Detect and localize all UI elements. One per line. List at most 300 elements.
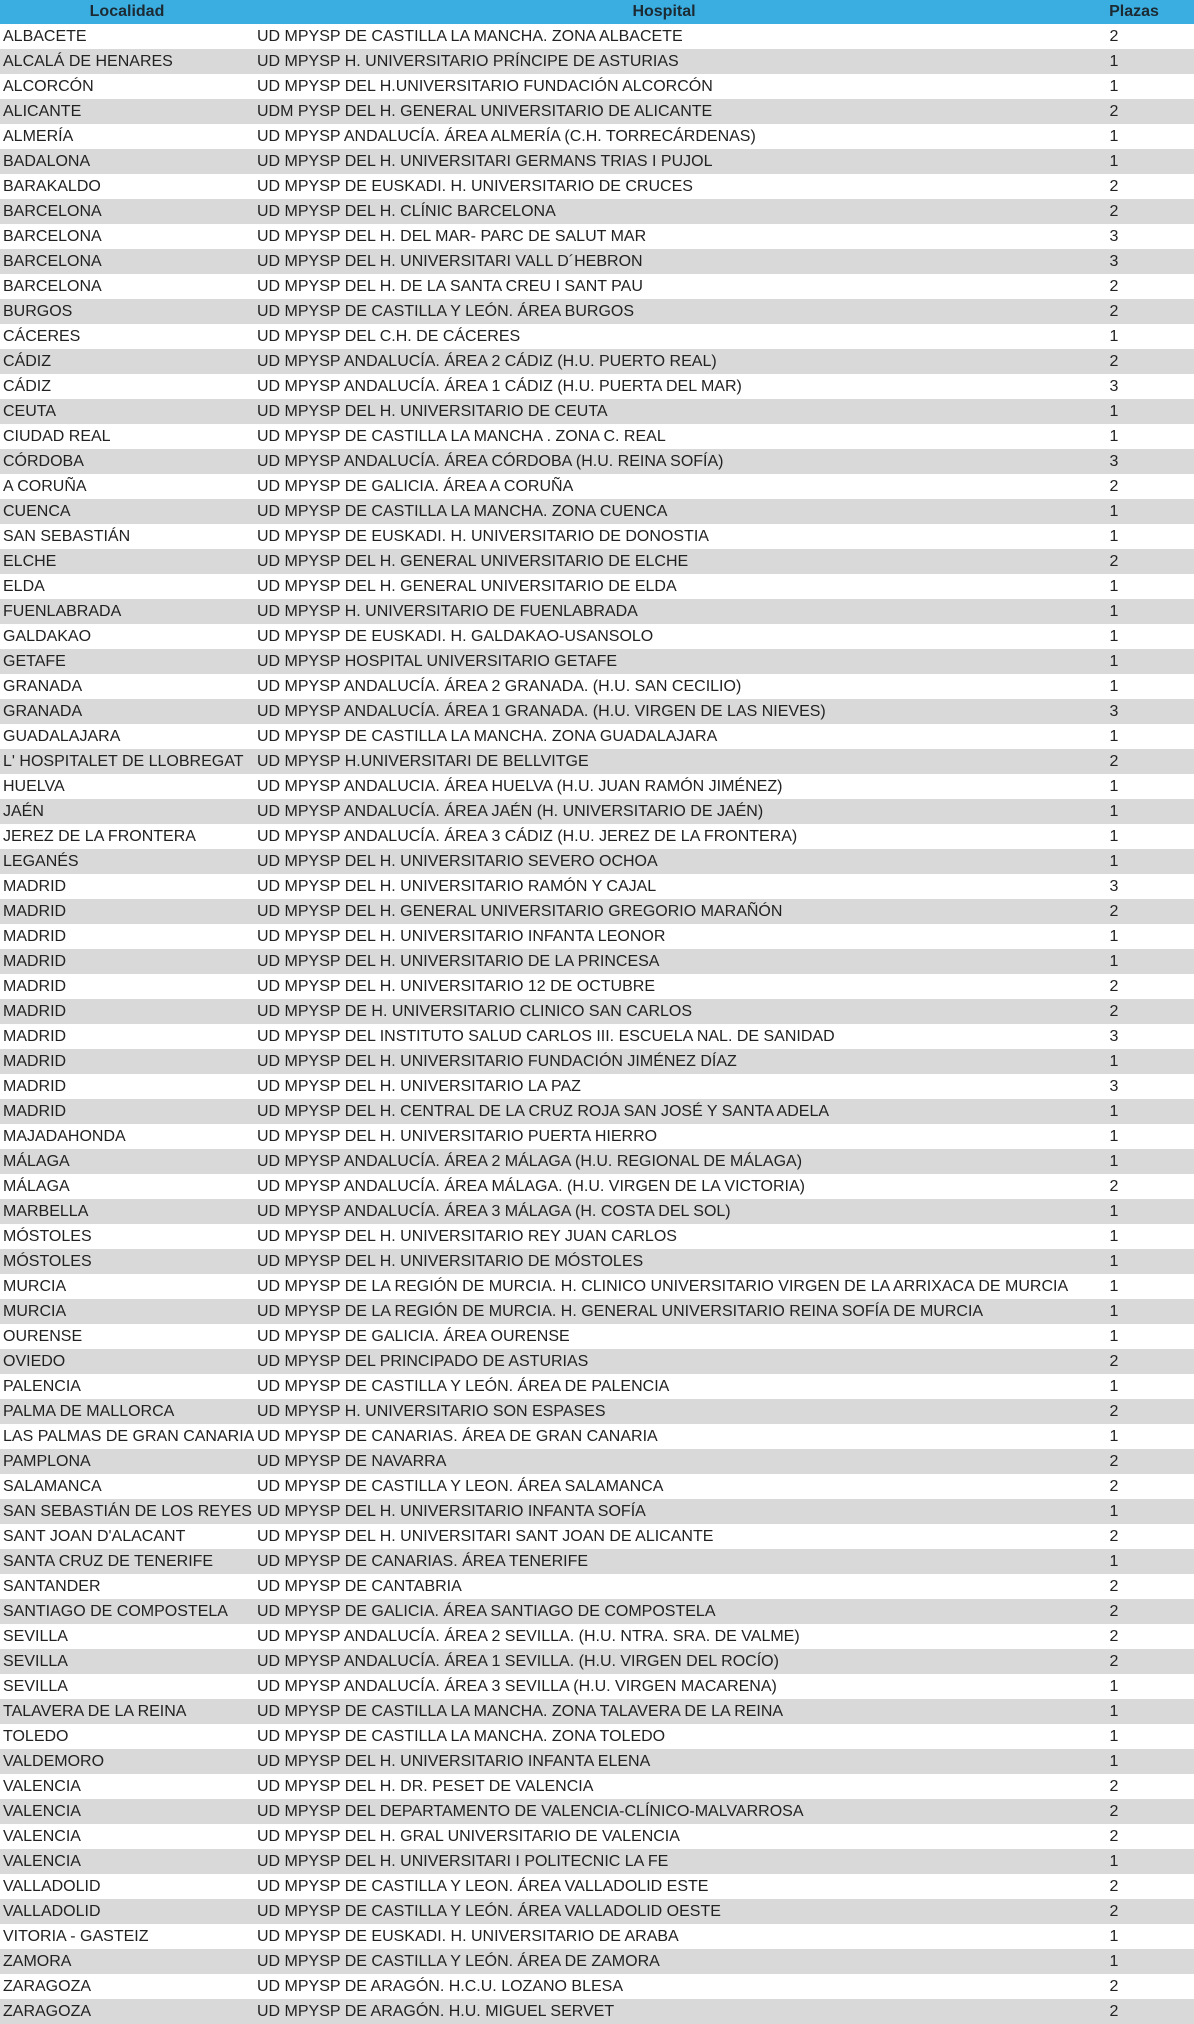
cell-hospital: UD MPYSP DE CASTILLA LA MANCHA. ZONA TALAVERA DE LA REINA	[254, 1699, 1074, 1724]
cell-hospital: UD MPYSP ANDALUCÍA. ÁREA 2 GRANADA. (H.U. SAN CECILIO)	[257, 678, 742, 695]
cell-plazas: 1	[1074, 499, 1194, 524]
cell-localidad: ELDA	[3, 578, 45, 595]
cell-hospital: UD MPYSP DEL PRINCIPADO DE ASTURIAS	[254, 1349, 1074, 1374]
table-row	[0, 1724, 1194, 1749]
cell-localidad: VITORIA - GASTEIZ	[3, 1928, 149, 1945]
cell-plazas: 2	[1109, 1478, 1119, 1495]
cell-hospital: UD MPYSP ANDALUCÍA. ÁREA 1 SEVILLA. (H.U. VIRGEN DEL ROCÍO)	[254, 1649, 1074, 1674]
cell-plazas: 1	[1109, 78, 1119, 95]
table-row	[0, 24, 1194, 49]
cell-localidad: MADRID	[3, 1028, 67, 1045]
cell-hospital: UD MPYSP DE EUSKADI. H. UNIVERSITARIO DE ARABA	[257, 1928, 679, 1945]
cell-hospital: UD MPYSP DE H. UNIVERSITARIO CLINICO SAN CARLOS	[254, 999, 1074, 1024]
cell-plazas: 3	[1074, 699, 1194, 724]
table-body	[0, 24, 1194, 2024]
cell-plazas: 1	[1109, 728, 1119, 745]
cell-hospital: UD MPYSP DE CASTILLA LA MANCHA . ZONA C. REAL	[257, 428, 666, 445]
table-row	[0, 1524, 1194, 1549]
table-row	[0, 699, 1194, 724]
cell-hospital: UD MPYSP ANDALUCÍA. ÁREA JAÉN (H. UNIVERSITARIO DE JAÉN)	[254, 799, 1074, 824]
table-row	[0, 1449, 1194, 1474]
table-row	[0, 974, 1194, 999]
cell-hospital: UD MPYSP DE CANTABRIA	[257, 1578, 462, 1595]
cell-localidad: SALAMANCA	[3, 1478, 102, 1495]
cell-localidad: JAÉN	[0, 799, 254, 824]
cell-plazas: 2	[1074, 749, 1194, 774]
cell-hospital: UD MPYSP DEL H. GRAL UNIVERSITARIO DE VALENCIA	[257, 1828, 680, 1845]
cell-localidad: VALLADOLID	[3, 1878, 101, 1895]
table-row	[0, 74, 1194, 99]
cell-hospital: UD MPYSP DEL H. UNIVERSITARIO DE MÓSTOLES	[254, 1249, 1074, 1274]
table-row	[0, 1874, 1194, 1899]
header-localidad: Localidad	[0, 0, 254, 24]
cell-plazas: 1	[1074, 1299, 1194, 1324]
cell-hospital: UD MPYSP DE GALICIA. ÁREA A CORUÑA	[257, 478, 574, 495]
cell-hospital: UD MPYSP DE CASTILLA LA MANCHA. ZONA CUENCA	[254, 499, 1074, 524]
cell-localidad: SEVILLA	[3, 1628, 68, 1645]
cell-localidad: BARCELONA	[3, 228, 102, 245]
cell-hospital: UD MPYSP DE CASTILLA LA MANCHA. ZONA GUADALAJARA	[257, 728, 718, 745]
cell-localidad: ZARAGOZA	[3, 1978, 92, 1995]
cell-hospital: UD MPYSP DE LA REGIÓN DE MURCIA. H. CLINICO UNIVERSITARIO VIRGEN DE LA ARRIXACA DE MURCIA	[257, 1278, 1069, 1295]
cell-plazas: 1	[1074, 1749, 1194, 1774]
table-row	[0, 549, 1194, 574]
cell-localidad: ZARAGOZA	[0, 1999, 254, 2024]
cell-localidad: SAN SEBASTIÁN	[3, 528, 131, 545]
cell-hospital: UDM PYSP DEL H. GENERAL UNIVERSITARIO DE ALICANTE	[254, 99, 1074, 124]
cell-localidad: SEVILLA	[3, 1678, 68, 1695]
table-row	[0, 324, 1194, 349]
cell-plazas: 1	[1109, 128, 1119, 145]
cell-plazas: 2	[1109, 1978, 1119, 1995]
cell-plazas: 3	[1109, 378, 1119, 395]
cell-plazas: 1	[1109, 1128, 1119, 1145]
cell-hospital: UD MPYSP DE CASTILLA LA MANCHA. ZONA TOLEDO	[257, 1728, 666, 1745]
cell-plazas: 1	[1074, 1049, 1194, 1074]
cell-plazas: 2	[1109, 178, 1119, 195]
cell-localidad: PAMPLONA	[0, 1449, 254, 1474]
cell-localidad: MADRID	[3, 1078, 67, 1095]
table-row	[0, 924, 1194, 949]
cell-plazas: 2	[1109, 478, 1119, 495]
table-row	[0, 49, 1194, 74]
cell-plazas: 3	[1109, 1078, 1119, 1095]
cell-localidad: MADRID	[0, 1049, 254, 1074]
table-row	[0, 749, 1194, 774]
cell-plazas: 2	[1109, 1828, 1119, 1845]
cell-hospital: UD MPYSP DEL INSTITUTO SALUD CARLOS III. ESCUELA NAL. DE SANIDAD	[257, 1028, 835, 1045]
cell-plazas: 1	[1074, 149, 1194, 174]
cell-hospital: UD MPYSP ANDALUCÍA. ÁREA 2 CÁDIZ (H.U. PUERTO REAL)	[254, 349, 1074, 374]
cell-plazas: 2	[1109, 28, 1119, 45]
cell-localidad: PALENCIA	[3, 1378, 81, 1395]
table-row	[0, 174, 1194, 199]
cell-localidad: MADRID	[3, 928, 67, 945]
table-row	[0, 1624, 1194, 1649]
cell-hospital: UD MPYSP DEL H. DEL MAR- PARC DE SALUT MAR	[257, 228, 647, 245]
cell-localidad: MADRID	[0, 949, 254, 974]
cell-plazas: 1	[1074, 1499, 1194, 1524]
cell-localidad: BARAKALDO	[3, 178, 101, 195]
cell-plazas: 1	[1074, 649, 1194, 674]
table-row	[0, 1199, 1194, 1224]
cell-plazas: 2	[1109, 278, 1119, 295]
cell-localidad: CIUDAD REAL	[3, 428, 111, 445]
cell-plazas: 2	[1074, 299, 1194, 324]
table-row	[0, 199, 1194, 224]
cell-hospital: UD MPYSP DEL C.H. DE CÁCERES	[257, 328, 521, 345]
cell-localidad: JEREZ DE LA FRONTERA	[3, 828, 196, 845]
cell-localidad: CÓRDOBA	[0, 449, 254, 474]
cell-localidad: MADRID	[0, 1099, 254, 1124]
table-row	[0, 849, 1194, 874]
table-row	[0, 1299, 1194, 1324]
cell-hospital: UD MPYSP DE EUSKADI. H. UNIVERSITARIO DE CRUCES	[257, 178, 693, 195]
table-row	[0, 1849, 1194, 1874]
table-row	[0, 1574, 1194, 1599]
cell-plazas: 1	[1109, 1328, 1119, 1345]
cell-plazas: 2	[1074, 1399, 1194, 1424]
cell-hospital: UD MPYSP DEL H. UNIVERSITARIO RAMÓN Y CAJAL	[257, 878, 657, 895]
cell-hospital: UD MPYSP DEL H. UNIVERSITARI SANT JOAN DE ALICANTE	[257, 1528, 714, 1545]
cell-plazas: 2	[1074, 99, 1194, 124]
cell-hospital: UD MPYSP DEL H. UNIVERSITARIO REY JUAN CARLOS	[257, 1228, 677, 1245]
cell-hospital: UD MPYSP DE EUSKADI. H. UNIVERSITARIO DE DONOSTIA	[257, 528, 709, 545]
table-row	[0, 599, 1194, 624]
cell-hospital: UD MPYSP ANDALUCÍA. ÁREA 1 CÁDIZ (H.U. PUERTA DEL MAR)	[257, 378, 742, 395]
table-row	[0, 1649, 1194, 1674]
cell-localidad: MURCIA	[0, 1299, 254, 1324]
cell-plazas: 2	[1074, 999, 1194, 1024]
cell-hospital: UD MPYSP ANDALUCÍA. ÁREA CÓRDOBA (H.U. REINA SOFÍA)	[254, 449, 1074, 474]
cell-hospital: UD MPYSP DE LA REGIÓN DE MURCIA. H. GENERAL UNIVERSITARIO REINA SOFÍA DE MURCIA	[254, 1299, 1074, 1324]
table-row	[0, 1149, 1194, 1174]
cell-hospital: UD MPYSP DEL H. UNIVERSITARI GERMANS TRIAS I PUJOL	[254, 149, 1074, 174]
cell-plazas: 1	[1109, 928, 1119, 945]
cell-hospital: UD MPYSP HOSPITAL UNIVERSITARIO GETAFE	[254, 649, 1074, 674]
cell-localidad: GRANADA	[0, 699, 254, 724]
cell-localidad: GRANADA	[3, 678, 83, 695]
cell-plazas: 1	[1109, 578, 1119, 595]
cell-plazas: 1	[1109, 428, 1119, 445]
cell-hospital: UD MPYSP H.UNIVERSITARI DE BELLVITGE	[254, 749, 1074, 774]
cell-plazas: 2	[1074, 1799, 1194, 1824]
table-row	[0, 1374, 1194, 1399]
table-row	[0, 524, 1194, 549]
cell-localidad: SANTIAGO DE COMPOSTELA	[0, 1599, 254, 1624]
cell-plazas: 3	[1109, 1028, 1119, 1045]
cell-hospital: UD MPYSP ANDALUCÍA. ÁREA 3 MÁLAGA (H. COSTA DEL SOL)	[254, 1199, 1074, 1224]
cell-plazas: 1	[1109, 1378, 1119, 1395]
cell-localidad: CÁDIZ	[3, 378, 51, 395]
cell-hospital: UD MPYSP DE CASTILLA LA MANCHA. ZONA ALBACETE	[257, 28, 683, 45]
cell-plazas: 1	[1074, 1849, 1194, 1874]
table-row	[0, 449, 1194, 474]
cell-hospital: UD MPYSP DEL H. UNIVERSITARI I POLITECNIC LA FE	[254, 1849, 1074, 1874]
cell-hospital: UD MPYSP DEL H. UNIVERSITARIO INFANTA SOFÍA	[254, 1499, 1074, 1524]
cell-localidad: SANTANDER	[3, 1578, 101, 1595]
cell-localidad: VALLADOLID	[0, 1899, 254, 1924]
table-row	[0, 1924, 1194, 1949]
cell-localidad: L' HOSPITALET DE LLOBREGAT	[0, 749, 254, 774]
cell-localidad: HUELVA	[3, 778, 65, 795]
cell-plazas: 2	[1109, 1528, 1119, 1545]
table-row	[0, 424, 1194, 449]
cell-localidad: MADRID	[3, 978, 67, 995]
cell-hospital: UD MPYSP DE CASTILLA Y LEÓN. ÁREA DE ZAMORA	[254, 1949, 1074, 1974]
table-header	[0, 0, 1194, 24]
cell-localidad: BARCELONA	[3, 278, 102, 295]
header-hospital: Hospital	[254, 0, 1074, 24]
cell-plazas: 1	[1074, 1199, 1194, 1224]
table-row	[0, 899, 1194, 924]
cell-hospital: UD MPYSP DE CASTILLA Y LEON. ÁREA VALLADOLID ESTE	[257, 1878, 709, 1895]
cell-localidad: ALCALÁ DE HENARES	[0, 49, 254, 74]
header-row	[0, 0, 1194, 24]
cell-plazas: 1	[1109, 1928, 1119, 1945]
cell-hospital: UD MPYSP DEL H. DR. PESET DE VALENCIA	[257, 1778, 594, 1795]
table-row	[0, 299, 1194, 324]
table-row	[0, 1749, 1194, 1774]
cell-localidad: BARCELONA	[0, 249, 254, 274]
cell-localidad: GETAFE	[0, 649, 254, 674]
cell-plazas: 1	[1074, 1249, 1194, 1274]
cell-localidad: LEGANÉS	[0, 849, 254, 874]
cell-plazas: 1	[1074, 1099, 1194, 1124]
cell-hospital: UD MPYSP DE ARAGÓN. H.C.U. LOZANO BLESA	[257, 1978, 624, 1995]
cell-hospital: UD MPYSP DE CASTILLA Y LEÓN. ÁREA DE PALENCIA	[257, 1378, 670, 1395]
cell-localidad: PALMA DE MALLORCA	[0, 1399, 254, 1424]
table-row	[0, 1049, 1194, 1074]
cell-localidad: SANT JOAN D'ALACANT	[3, 1528, 186, 1545]
table-row	[0, 1974, 1194, 1999]
cell-plazas: 2	[1074, 1349, 1194, 1374]
cell-plazas: 1	[1109, 528, 1119, 545]
cell-hospital: UD MPYSP H. UNIVERSITARIO SON ESPASES	[254, 1399, 1074, 1424]
cell-plazas: 2	[1109, 1878, 1119, 1895]
table-row	[0, 474, 1194, 499]
cell-plazas: 1	[1109, 678, 1119, 695]
cell-hospital: UD MPYSP ANDALUCIA. ÁREA HUELVA (H.U. JUAN RAMÓN JIMÉNEZ)	[257, 778, 783, 795]
cell-plazas: 1	[1109, 328, 1119, 345]
cell-localidad: MADRID	[0, 899, 254, 924]
cell-plazas: 2	[1074, 1449, 1194, 1474]
cell-localidad: VALENCIA	[0, 1799, 254, 1824]
table-row	[0, 274, 1194, 299]
cell-localidad: OVIEDO	[0, 1349, 254, 1374]
table-row	[0, 124, 1194, 149]
cell-plazas: 2	[1074, 1649, 1194, 1674]
cell-plazas: 1	[1074, 399, 1194, 424]
table-row	[0, 1999, 1194, 2024]
table-row	[0, 799, 1194, 824]
cell-plazas: 1	[1109, 1728, 1119, 1745]
cell-plazas: 1	[1109, 1228, 1119, 1245]
table-row	[0, 674, 1194, 699]
table-row	[0, 99, 1194, 124]
cell-hospital: UD MPYSP ANDALUCÍA. ÁREA 1 GRANADA. (H.U. VIRGEN DE LAS NIEVES)	[254, 699, 1074, 724]
cell-localidad: SEVILLA	[0, 1649, 254, 1674]
table-row	[0, 1899, 1194, 1924]
cell-plazas: 1	[1074, 799, 1194, 824]
table-row	[0, 1549, 1194, 1574]
cell-plazas: 1	[1074, 949, 1194, 974]
cell-hospital: UD MPYSP DEL H. GENERAL UNIVERSITARIO DE ELCHE	[254, 549, 1074, 574]
cell-hospital: UD MPYSP DEL H. CENTRAL DE LA CRUZ ROJA SAN JOSÉ Y SANTA ADELA	[254, 1099, 1074, 1124]
table-row	[0, 1674, 1194, 1699]
table-row	[0, 224, 1194, 249]
cell-hospital: UD MPYSP DE CASTILLA Y LEÓN. ÁREA VALLADOLID OESTE	[254, 1899, 1074, 1924]
cell-localidad: CUENCA	[0, 499, 254, 524]
table-row	[0, 349, 1194, 374]
cell-localidad: OURENSE	[3, 1328, 83, 1345]
cell-localidad: ALBACETE	[3, 28, 87, 45]
cell-plazas: 2	[1109, 1628, 1119, 1645]
table-row	[0, 249, 1194, 274]
cell-plazas: 1	[1074, 599, 1194, 624]
cell-hospital: UD MPYSP DEL H. CLÍNIC BARCELONA	[254, 199, 1074, 224]
cell-plazas: 2	[1074, 199, 1194, 224]
cell-plazas: 1	[1074, 1149, 1194, 1174]
cell-hospital: UD MPYSP DEL H. DE LA SANTA CREU I SANT PAU	[257, 278, 643, 295]
table-row	[0, 1249, 1194, 1274]
cell-plazas: 2	[1109, 978, 1119, 995]
cell-plazas: 3	[1109, 228, 1119, 245]
cell-hospital: UD MPYSP DE CANARIAS. ÁREA DE GRAN CANARIA	[257, 1428, 658, 1445]
cell-plazas: 2	[1074, 549, 1194, 574]
table-row	[0, 1224, 1194, 1249]
cell-plazas: 3	[1109, 878, 1119, 895]
cell-hospital: UD MPYSP ANDALUCÍA. ÁREA MÁLAGA. (H.U. VIRGEN DE LA VICTORIA)	[257, 1178, 805, 1195]
cell-plazas: 3	[1074, 449, 1194, 474]
cell-plazas: 1	[1074, 49, 1194, 74]
cell-localidad: FUENLABRADA	[0, 599, 254, 624]
cell-plazas: 2	[1109, 1778, 1119, 1795]
cell-hospital: UD MPYSP H. UNIVERSITARIO PRÍNCIPE DE ASTURIAS	[254, 49, 1074, 74]
cell-hospital: UD MPYSP DEL H. GENERAL UNIVERSITARIO GREGORIO MARAÑÓN	[254, 899, 1074, 924]
cell-plazas: 2	[1074, 1599, 1194, 1624]
cell-plazas: 3	[1074, 249, 1194, 274]
cell-plazas: 1	[1109, 1428, 1119, 1445]
cell-localidad: VALENCIA	[3, 1778, 81, 1795]
cell-hospital: UD MPYSP DE CANARIAS. ÁREA TENERIFE	[254, 1549, 1074, 1574]
cell-plazas: 1	[1074, 1549, 1194, 1574]
cell-localidad: ALICANTE	[0, 99, 254, 124]
cell-plazas: 1	[1109, 1278, 1119, 1295]
cell-plazas: 2	[1074, 899, 1194, 924]
cell-localidad: BARCELONA	[0, 199, 254, 224]
cell-hospital: UD MPYSP DEL H. UNIVERSITARI VALL D´HEBRON	[254, 249, 1074, 274]
cell-localidad: MAJADAHONDA	[3, 1128, 126, 1145]
table-row	[0, 649, 1194, 674]
table-row	[0, 399, 1194, 424]
cell-hospital: UD MPYSP DE CASTILLA Y LEÓN. ÁREA BURGOS	[254, 299, 1074, 324]
cell-localidad: SAN SEBASTIÁN DE LOS REYES	[0, 1499, 254, 1524]
table-row	[0, 1074, 1194, 1099]
table-row	[0, 149, 1194, 174]
cell-hospital: UD MPYSP DE ARAGÓN. H.U. MIGUEL SERVET	[254, 1999, 1074, 2024]
table-row	[0, 1699, 1194, 1724]
table-row	[0, 1349, 1194, 1374]
table-row	[0, 574, 1194, 599]
cell-localidad: CÁDIZ	[0, 349, 254, 374]
cell-localidad: MÓSTOLES	[3, 1228, 92, 1245]
cell-localidad: MURCIA	[3, 1278, 67, 1295]
table-row	[0, 824, 1194, 849]
cell-hospital: UD MPYSP DE EUSKADI. H. GALDAKAO-USANSOLO	[257, 628, 654, 645]
cell-hospital: UD MPYSP DEL H. UNIVERSITARIO DE CEUTA	[254, 399, 1074, 424]
table-row	[0, 499, 1194, 524]
cell-hospital: UD MPYSP DEL DEPARTAMENTO DE VALENCIA-CLÍNICO-MALVARROSA	[254, 1799, 1074, 1824]
cell-localidad: CÁCERES	[3, 328, 81, 345]
cell-plazas: 1	[1109, 828, 1119, 845]
cell-localidad: VALENCIA	[3, 1828, 81, 1845]
table-row	[0, 1599, 1194, 1624]
cell-localidad: ALCORCÓN	[3, 78, 94, 95]
cell-plazas: 2	[1109, 1578, 1119, 1595]
cell-hospital: UD MPYSP ANDALUCÍA. ÁREA 3 CÁDIZ (H.U. JEREZ DE LA FRONTERA)	[257, 828, 798, 845]
cell-plazas: 1	[1074, 849, 1194, 874]
table-row	[0, 1474, 1194, 1499]
cell-localidad: ELCHE	[0, 549, 254, 574]
cell-hospital: UD MPYSP DEL H. UNIVERSITARIO 12 DE OCTUBRE	[257, 978, 656, 995]
table-row	[0, 1324, 1194, 1349]
cell-hospital: UD MPYSP DEL H. UNIVERSITARIO PUERTA HIERRO	[257, 1128, 658, 1145]
cell-hospital: UD MPYSP DEL H. UNIVERSITARIO INFANTA LEONOR	[257, 928, 666, 945]
table-row	[0, 1824, 1194, 1849]
table-row	[0, 1424, 1194, 1449]
cell-localidad: MÁLAGA	[0, 1149, 254, 1174]
cell-localidad: GALDAKAO	[3, 628, 92, 645]
header-plazas: Plazas	[1074, 0, 1194, 24]
cell-localidad: MÓSTOLES	[0, 1249, 254, 1274]
table-row	[0, 1774, 1194, 1799]
cell-localidad: TOLEDO	[3, 1728, 69, 1745]
cell-plazas: 2	[1074, 1899, 1194, 1924]
cell-plazas: 2	[1074, 1999, 1194, 2024]
cell-hospital: UD MPYSP ANDALUCÍA. ÁREA 2 SEVILLA. (H.U. NTRA. SRA. DE VALME)	[257, 1628, 800, 1645]
table-row	[0, 949, 1194, 974]
cell-localidad: A CORUÑA	[3, 478, 87, 495]
table-row	[0, 1399, 1194, 1424]
cell-hospital: UD MPYSP ANDALUCÍA. ÁREA 3 SEVILLA (H.U. VIRGEN MACARENA)	[257, 1678, 777, 1695]
cell-localidad: TALAVERA DE LA REINA	[0, 1699, 254, 1724]
cell-localidad: SANTA CRUZ DE TENERIFE	[0, 1549, 254, 1574]
table-row	[0, 1799, 1194, 1824]
cell-plazas: 1	[1109, 778, 1119, 795]
cell-plazas: 2	[1109, 1178, 1119, 1195]
cell-plazas: 2	[1074, 349, 1194, 374]
cell-localidad: MÁLAGA	[3, 1178, 70, 1195]
cell-localidad: ZAMORA	[0, 1949, 254, 1974]
cell-plazas: 1	[1074, 1949, 1194, 1974]
cell-hospital: UD MPYSP DEL H. UNIVERSITARIO SEVERO OCHOA	[254, 849, 1074, 874]
cell-hospital: UD MPYSP ANDALUCÍA. ÁREA ALMERÍA (C.H. TORRECÁRDENAS)	[257, 128, 756, 145]
cell-localidad: GUADALAJARA	[3, 728, 121, 745]
cell-localidad: MADRID	[0, 999, 254, 1024]
table-row	[0, 1099, 1194, 1124]
table-row	[0, 1499, 1194, 1524]
cell-localidad: MARBELLA	[0, 1199, 254, 1224]
cell-hospital: UD MPYSP DEL H. UNIVERSITARIO DE LA PRINCESA	[254, 949, 1074, 974]
cell-hospital: UD MPYSP DE NAVARRA	[254, 1449, 1074, 1474]
table-row	[0, 774, 1194, 799]
cell-plazas: 1	[1074, 1699, 1194, 1724]
cell-hospital: UD MPYSP DEL H. UNIVERSITARIO LA PAZ	[257, 1078, 581, 1095]
table-row	[0, 874, 1194, 899]
cell-hospital: UD MPYSP DEL H. UNIVERSITARIO INFANTA ELENA	[254, 1749, 1074, 1774]
cell-localidad: BADALONA	[0, 149, 254, 174]
